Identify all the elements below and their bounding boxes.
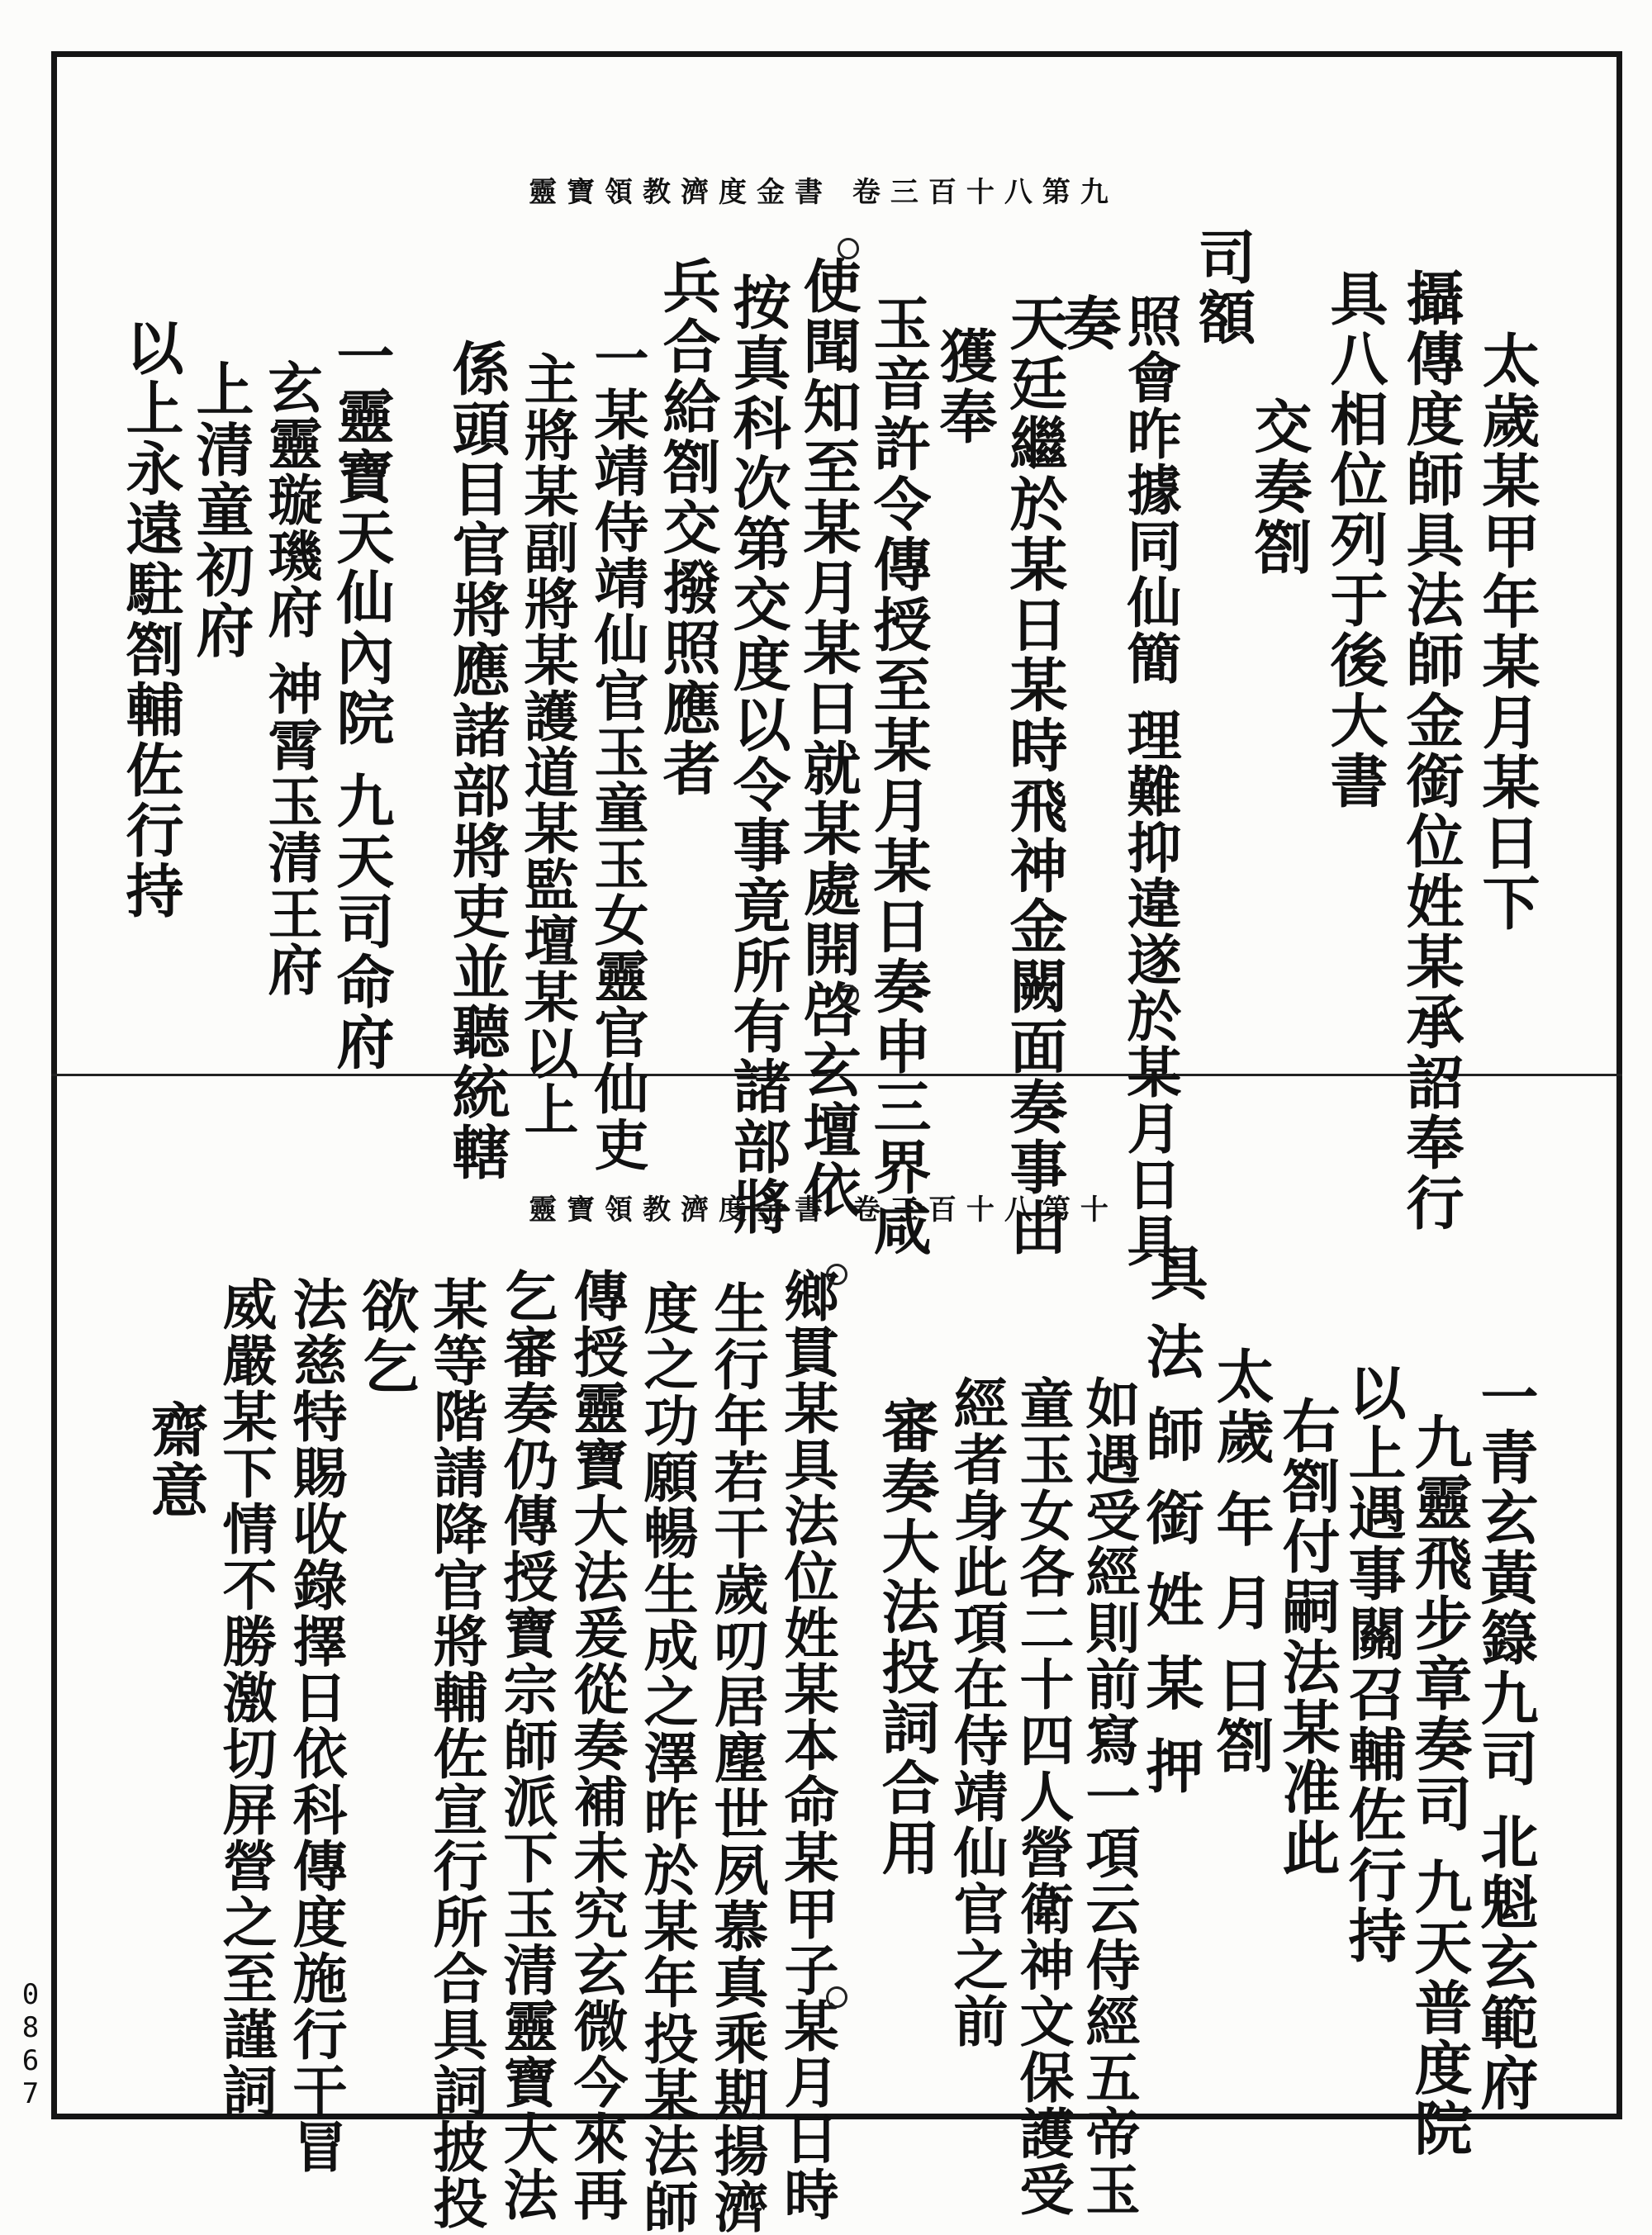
lower-column-5: 太歲 年 月 日劄 bbox=[1207, 1346, 1275, 1777]
lower-column-1: 一青玄黃籙九司 北魁玄範府 bbox=[1471, 1367, 1540, 2114]
upper-column-3: 具八相位列于後大書 bbox=[1321, 268, 1389, 811]
upper-circle-mark-1 bbox=[838, 238, 859, 259]
lower-column-10: 經者身此項在侍靖仙官之前 bbox=[944, 1375, 1009, 2049]
page-number: 0867 bbox=[14, 1978, 47, 2110]
lower-column-17: 某等階請降官將輔佐宣行所合具詞披投 bbox=[424, 1276, 488, 2231]
upper-header: 靈寶領教濟度金書 卷三百十八第九 bbox=[529, 176, 1118, 209]
upper-column-10: 玉音許令傳授至某月某日奏申三界咸 bbox=[864, 293, 933, 1258]
lower-header: 靈寶領教濟度金書 卷三百十八第十 bbox=[529, 1193, 1118, 1227]
lower-column-7: 法 師 銜 姓 某 押 bbox=[1137, 1322, 1205, 1796]
lower-column-14: 度之功願暢生成之澤昨於某年投某法師 bbox=[634, 1280, 699, 2235]
lower-column-18: 欲乞 bbox=[352, 1276, 420, 1397]
lower-column-2: 九靈飛步章奏司 九天普度院 bbox=[1405, 1412, 1474, 2159]
upper-column-2: 攝傳度師具法師金銜位姓某承詔奉行 bbox=[1397, 268, 1465, 1233]
lower-column-8: 如遇受經則前寫一項云侍經五帝玉 bbox=[1076, 1375, 1141, 2218]
lower-column-12: 鄉貫某具法位姓某本命某甲子某月日時 bbox=[775, 1268, 839, 2223]
lower-circle-mark-1 bbox=[826, 1264, 847, 1285]
lower-column-13: 生行年若干歲叨居塵世夙慕真乘期揚濟 bbox=[705, 1280, 769, 2235]
lower-circle-mark-2 bbox=[826, 1986, 847, 2008]
lower-column-4: 右劄付嗣法某准此 bbox=[1273, 1396, 1341, 1878]
lower-column-21: 齋意 bbox=[141, 1400, 210, 1521]
upper-column-12: 按真科次第交度以令事竟所有諸部將 bbox=[724, 273, 792, 1237]
upper-column-8: 天廷繼於某日某時飛神金闕面奏事由 bbox=[1000, 293, 1069, 1258]
upper-column-11: 使聞知至某月某日就某處開啓玄壇依 bbox=[794, 256, 862, 1221]
upper-column-16: 係頭目官將應諸部將吏並聽統轄 bbox=[443, 339, 511, 1183]
upper-column-18: 玄靈璇璣府 神霄玉清王府 bbox=[259, 359, 323, 998]
upper-column-4: 交奏劄 bbox=[1245, 396, 1313, 577]
lower-column-15: 傳授靈寶大法爰從奏補未究玄微今來再 bbox=[564, 1268, 629, 2223]
lower-column-6: 具 bbox=[1141, 1243, 1209, 1303]
upper-column-13: 兵合給劄交撥照應者 bbox=[653, 256, 722, 799]
lower-column-11: 審奏大法投詞合用 bbox=[872, 1396, 941, 1878]
upper-column-15: 主將某副將某護道某監壇某以上 bbox=[515, 351, 579, 1137]
lower-column-20: 威嚴某下情不勝激切屏營之至謹詞 bbox=[213, 1276, 278, 2119]
upper-column-19: 上清童初府 bbox=[187, 359, 255, 661]
upper-column-9: 獲奉 bbox=[930, 326, 999, 447]
upper-circle-mark-2 bbox=[838, 985, 859, 1006]
lower-column-9: 童玉女各二十四人營衛神文保護受 bbox=[1010, 1375, 1075, 2218]
upper-column-20: 以上永遠駐劄輔佐行持 bbox=[116, 318, 185, 921]
lower-column-16: 乞審奏仍傳授寶宗師派下玉清靈寶大法 bbox=[494, 1268, 558, 2223]
lower-column-19: 法慈特賜收錄擇日依科傳度施行干冒 bbox=[283, 1276, 348, 2175]
upper-column-7: 奏 bbox=[1054, 293, 1123, 354]
upper-column-1: 太歲某甲年某月某日下 bbox=[1473, 330, 1541, 933]
upper-column-17: 一靈寶天仙內院 九天司命府 bbox=[327, 326, 396, 1073]
upper-column-5: 司額 bbox=[1189, 227, 1257, 348]
lower-column-3: 以上遇事關召輔佐行持 bbox=[1339, 1363, 1408, 1966]
upper-column-6: 照會昨據同仙簡 理難抑違遂於某月日具 bbox=[1118, 293, 1182, 1269]
upper-column-14: 一某靖侍靖仙官玉童玉女靈官仙吏 bbox=[585, 330, 649, 1173]
